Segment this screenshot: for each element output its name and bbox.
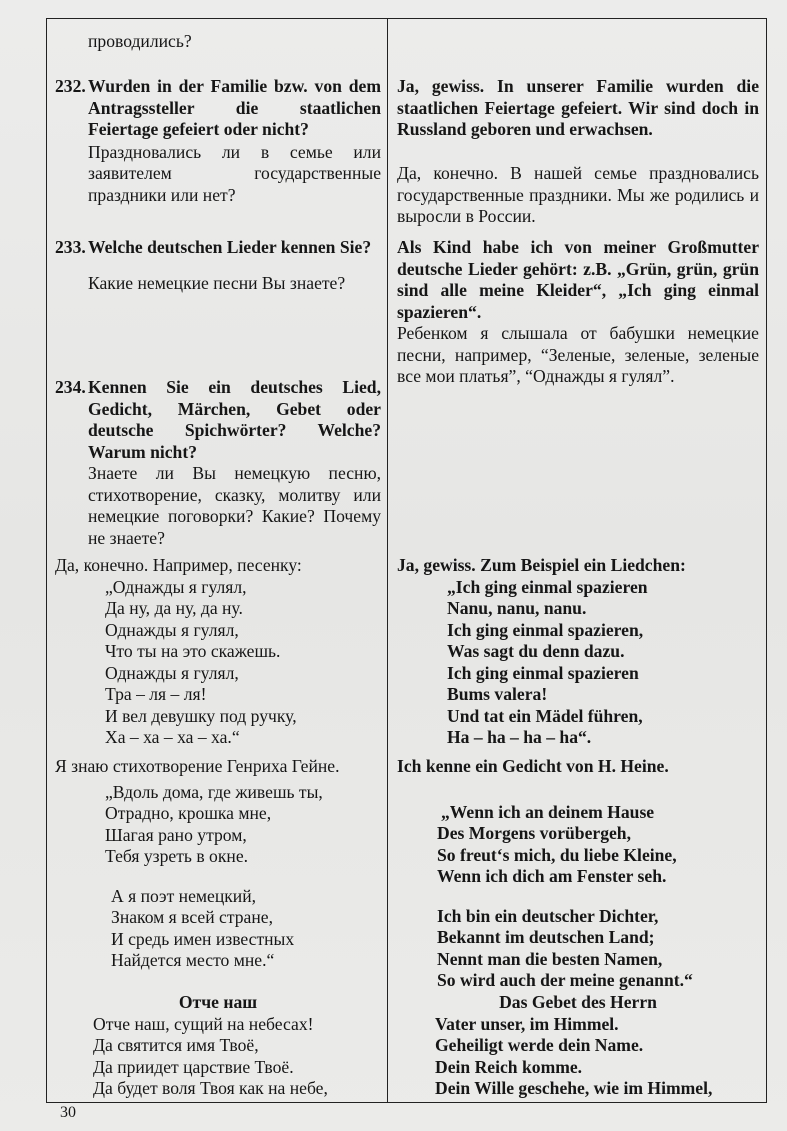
question-233 xyxy=(55,237,381,294)
song-line: Nanu, nanu, nanu. xyxy=(447,598,587,618)
prayer-title: Das Gebet des Herrn xyxy=(499,992,657,1012)
prayer-lines xyxy=(397,1014,759,1100)
song-line: Ha – ha – ha – ha“. xyxy=(447,727,592,747)
prayer-line: Vater unser, im Himmel. xyxy=(435,1013,619,1034)
prayer-line: Да приидет царствие Твоё. xyxy=(93,1056,294,1077)
poem-line: Des Morgens vorübergeh, xyxy=(437,823,631,843)
poem-line: Bekannt im deutschen Land; xyxy=(437,927,655,947)
questionnaire-table xyxy=(46,18,767,1103)
song-line: Was sagt du denn dazu. xyxy=(447,641,625,661)
prayer-ru xyxy=(55,992,381,1100)
question-number: 234. xyxy=(55,377,86,397)
prayer-lines xyxy=(55,1014,381,1100)
song-line: Однажды я гулял, xyxy=(105,662,239,683)
question-ru: Какие немецкие песни Вы знаете? xyxy=(88,272,346,293)
poem-stanza-2 xyxy=(55,886,381,972)
question-number: 233. xyxy=(55,237,86,257)
poem-intro: Ich kenne ein Gedicht von H. Heine. xyxy=(397,756,669,776)
answer-233-de: Als Kind habe ich von meiner Großmutter deutsche Lieder gehört: z.B. „Grün, grün, grün sind alle meine Kleider“, „Ich ging einmal spazieren“. xyxy=(397,237,759,322)
poem-line: So freut‘s mich, du liebe Kleine, xyxy=(437,844,677,865)
prayer-title: Отче наш xyxy=(178,992,258,1012)
song-lines xyxy=(397,577,759,749)
answer-232-de: Ja, gewiss. In unserer Familie wurden die staatlichen Feiertage gefeiert. Wir sind doch in Russland geboren und erwachsen. xyxy=(397,76,759,139)
question-ru: Праздновались ли в семье или заявителем государственные праздники или нет? xyxy=(88,141,381,205)
song-line: Ха – ха – ха – ха.“ xyxy=(105,727,240,747)
song-intro: Да, конечно. Например, песенку: xyxy=(55,555,302,575)
poem-line: Знаком я всей стране, xyxy=(111,907,273,927)
poem-intro: Я знаю стихотворение Генриха Гейне. xyxy=(55,756,340,776)
continuation-text xyxy=(55,31,381,53)
song-line: Однажды я гулял, xyxy=(105,619,239,640)
prayer-line: Да святится имя Твоё, xyxy=(93,1035,259,1055)
question-de: Welche deutschen Lieder kennen Sie? xyxy=(88,237,372,257)
poem-line: Ich bin ein deutscher Dichter, xyxy=(437,905,659,926)
poem-stanza-1 xyxy=(55,782,381,868)
poem-line: Отрадно, крошка мне, xyxy=(105,803,272,823)
prayer-line: Да будет воля Твоя как на небе, xyxy=(93,1078,328,1098)
prayer-line: Отче наш, сущий на небесах! xyxy=(93,1013,314,1034)
poem-line: Wenn ich dich am Fenster seh. xyxy=(437,866,667,886)
question-de: Kennen Sie ein deutsches Lied, Gedicht, Märchen, Gebet oder deutsche Spichwörter? Welche? Warum nicht? xyxy=(88,377,381,462)
song-line: Что ты на это скажешь. xyxy=(105,641,281,661)
poem-line: Тебя узреть в окне. xyxy=(105,846,249,866)
song-line: Ich ging einmal spazieren, xyxy=(447,619,644,640)
prayer-line: Dein Reich komme. xyxy=(435,1056,583,1077)
song-line: Да ну, да ну, да ну. xyxy=(105,598,243,618)
poem-line: Nennt man die besten Namen, xyxy=(437,948,663,969)
song-line: „Ich ging einmal spazieren xyxy=(447,576,648,597)
prayer-line: Dein Wille geschehe, wie im Himmel, xyxy=(435,1078,713,1098)
song-intro: Ja, gewiss. Zum Beispiel ein Liedchen: xyxy=(397,555,686,575)
song-line: Тра – ля – ля! xyxy=(105,684,207,704)
song-line: Und tat ein Mädel führen, xyxy=(447,705,643,726)
question-232 xyxy=(55,76,381,206)
poem-stanza-1 xyxy=(397,802,759,888)
poem-stanza-2 xyxy=(397,906,759,992)
song-line: Bums valera! xyxy=(447,684,548,704)
question-de: Wurden in der Familie bzw. von dem Antragssteller die staatlichen Feiertage gefeiert oder nicht? xyxy=(88,76,381,139)
column-divider xyxy=(387,19,388,1102)
song-ru xyxy=(55,555,381,749)
answer-232-ru: Да, конечно. В нашей семье праздновались государственные праздники. Мы же родились и выросли в России. xyxy=(397,163,759,226)
song-de xyxy=(397,555,759,749)
poem-line: „Wenn ich an deinem Hause xyxy=(441,801,655,822)
poem-line: Шагая рано утром, xyxy=(105,824,247,845)
poem-line: Найдется место мне.“ xyxy=(111,950,275,970)
prayer-de xyxy=(397,992,759,1100)
question-ru: Знаете ли Вы немецкую песню, стихотворение, сказку, молитву или немецкие поговорки? Какие? Почему не знаете? xyxy=(88,463,381,548)
prayer-line: Geheiligt werde dein Name. xyxy=(435,1035,644,1055)
poem-de xyxy=(397,756,759,992)
poem-line: И средь имен известных xyxy=(111,928,295,949)
answer-233-ru: Ребенком я слышала от бабушки немецкие песни, например, “Зеленые, зеленые, зеленые все мои платья”, “Однажды я гулял”. xyxy=(397,323,759,386)
question-number: 232. xyxy=(55,76,86,96)
poem-ru xyxy=(55,756,381,972)
question-234 xyxy=(55,377,381,549)
poem-line: А я поэт немецкий, xyxy=(111,885,257,906)
song-lines xyxy=(55,577,381,749)
continuation-line: проводились? xyxy=(88,31,192,51)
answer-233 xyxy=(397,237,759,388)
song-line: Ich ging einmal spazieren xyxy=(447,662,639,683)
song-line: „Однажды я гулял, xyxy=(105,576,247,597)
poem-line: „Вдоль дома, где живешь ты, xyxy=(105,781,323,802)
poem-line: So wird auch der meine genannt.“ xyxy=(437,970,693,990)
page-number: 30 xyxy=(60,1104,76,1121)
song-line: И вел девушку под ручку, xyxy=(105,705,297,726)
